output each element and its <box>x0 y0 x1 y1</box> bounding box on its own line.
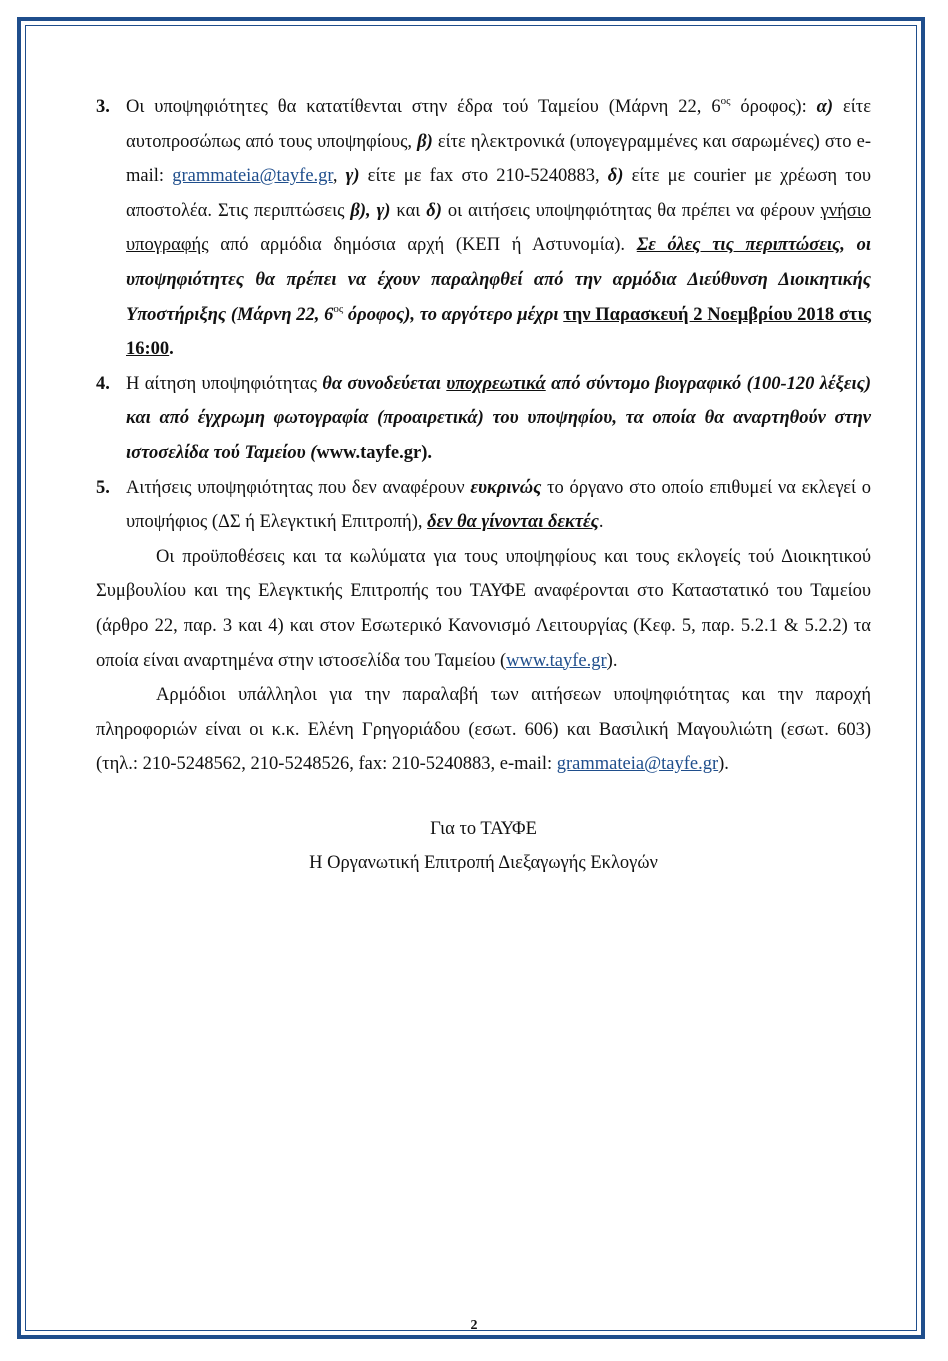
numbered-item-3 <box>96 90 871 367</box>
signature-block <box>96 812 871 881</box>
text-run: και <box>390 200 427 221</box>
text-run: Η αίτηση υποψηφιότητας <box>126 373 323 394</box>
text-run: , οι υποψηφιότητες θα πρέπει να έχουν παραληφθεί από την αρμόδια Διεύθυνση Διοικητικής Υποστήριξης (Μάρνη 22, 6 <box>126 235 871 325</box>
item-number: 3. <box>96 97 110 117</box>
text-run: ). <box>718 754 729 775</box>
text-run: θα συνοδεύεται <box>322 373 447 394</box>
text-run: όροφος): <box>730 97 817 117</box>
text-run: είτε αυτοπροσώπως από τους υποψηφίους, <box>126 97 871 152</box>
text-run: την Παρασκευή 2 Νοεμβρίου 2018 στις 16:00 <box>126 304 871 360</box>
text-run: από σύντομο βιογραφικό (100-120 λέξεις) και από έγχρωμη φωτογραφία (προαιρετικά) του υποψηφίου, τα οποία θα αναρτηθούν στην ιστοσελίδα τού Ταμείου ( <box>126 373 871 463</box>
signature-line-committee: Η Οργανωτική Επιτροπή Διεξαγωγής Εκλογών <box>309 853 658 874</box>
text-run: είτε ηλεκτρονικά (υπογεγραμμένες και σαρωμένες) στο e-mail: <box>126 131 871 187</box>
signature-line-organization: Για το ΤΑΥΦΕ <box>430 818 537 839</box>
text-run: δ) <box>426 200 442 221</box>
text-run: Οι προϋποθέσεις και τα κωλύματα για τους υποψηφίους και τους εκλογείς τού Διοικητικού Συμβουλίου και της Ελεγκτικής Επιτροπής του ΤΑΥΦΕ αναφέρονται στο Καταστατικό του Ταμείου (άρθρο 22, παρ. 3 και 4) και στον Εσωτερικό Κανονισμό Λειτουργίας (Κεφ. 5, παρ. 5.2.1 & 5.2.2) τα οποία είναι αναρτημένα στην ιστοσελίδα του Ταμείου ( <box>96 546 871 671</box>
text-run: από αρμόδια δημόσια αρχή (ΚΕΠ ή Αστυνομία). <box>208 235 637 256</box>
text-run: β), γ) <box>350 200 391 221</box>
text-run: είτε με courier με χρέωση του αποστολέα. Στις περιπτώσεις <box>126 166 872 221</box>
text-run: είτε με fax στο 210-5240883, <box>359 166 608 187</box>
text-run: ος <box>720 95 731 107</box>
text-run: δ) <box>607 166 624 187</box>
text-run: α) <box>816 97 834 117</box>
item-text <box>126 471 871 540</box>
text-run: Αιτήσεις υποψηφιότητας που δεν αναφέρουν <box>126 477 471 498</box>
item-number: 4. <box>96 373 110 394</box>
hyperlink[interactable]: grammateia@tayfe.gr <box>556 754 719 775</box>
text-run: Σε όλες τις περιπτώσεις <box>636 235 841 256</box>
text-run: , <box>332 166 346 187</box>
text-run: . <box>169 339 174 360</box>
paragraph-eligibility <box>96 540 871 678</box>
document-body <box>96 90 871 881</box>
page-number: 2 <box>470 1318 478 1333</box>
text-run: β) <box>417 131 433 152</box>
hyperlink[interactable]: grammateia@tayfe.gr <box>172 166 333 187</box>
text-run: ). <box>421 442 433 463</box>
item-number: 5. <box>96 477 110 498</box>
text-run: ). <box>606 650 618 671</box>
text-run: το όργανο στο οποίο επιθυμεί να εκλεγεί ο υποψήφιος (ΔΣ ή Ελεγκτική Επιτροπή), <box>126 477 871 533</box>
numbered-item-4 <box>96 367 871 471</box>
text-run: ος <box>333 302 344 315</box>
text-run: . <box>598 512 604 533</box>
text-run: οι αιτήσεις υποψηφιότητας θα πρέπει να φέρουν <box>441 200 821 221</box>
item-text <box>126 367 871 471</box>
hyperlink[interactable]: www.tayfe.gr <box>506 650 607 671</box>
item-text <box>126 90 871 367</box>
text-run: δεν θα γίνονται δεκτές <box>427 512 599 533</box>
text-run: γ) <box>345 166 360 187</box>
numbered-item-5 <box>96 471 871 540</box>
text-run: ευκρινώς <box>470 477 542 498</box>
text-run: γνήσιο υπογραφής <box>126 200 872 256</box>
text-run: Αρμόδιοι υπάλληλοι για την παραλαβή των αιτήσεων υποψηφιότητας και την παροχή πληροφοριών είναι οι κ.κ. Ελένη Γρηγοριάδου (εσωτ. 606) και Βασιλική Μαγουλιώτη (εσωτ. 603) (τηλ.: 210-5248562, 210-5248526, fax: 210-5240883, e-mail: <box>96 685 871 775</box>
text-run: Οι υποψηφιότητες θα κατατίθενται στην έδρα τού Ταμείου (Μάρνη 22, 6 <box>126 97 721 117</box>
text-run: www.tayfe.gr <box>316 442 422 463</box>
text-run: υποχρεωτικά <box>446 373 546 394</box>
paragraph-contacts <box>96 678 871 782</box>
text-run: όροφος), το αργότερο μέχρι <box>343 304 564 325</box>
